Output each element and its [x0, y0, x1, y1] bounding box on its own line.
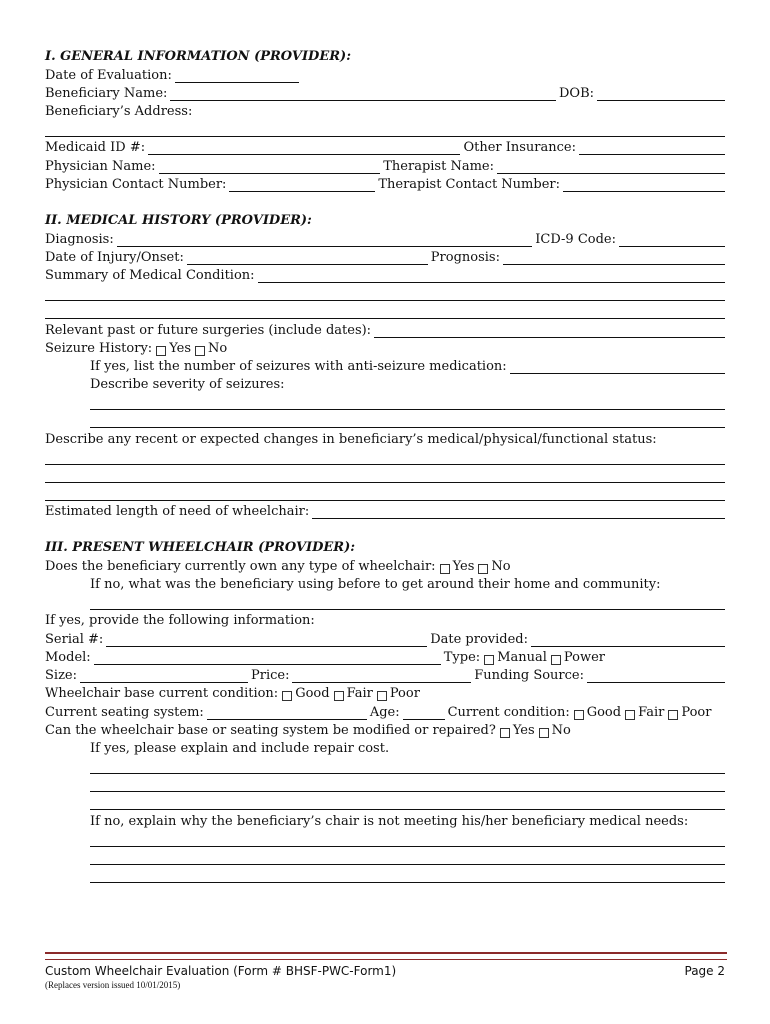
- seizure-history-row: [45, 338, 725, 356]
- physician-contact-field[interactable]: [229, 179, 375, 192]
- owns-no-checkbox[interactable]: [478, 564, 488, 574]
- surgeries-label: Relevant past or future surgeries (include dates):: [45, 322, 372, 338]
- date-of-evaluation-label: Date of Evaluation:: [45, 67, 172, 83]
- size-label: Size:: [45, 668, 77, 684]
- seizure-history-label: Seizure History:: [45, 340, 153, 356]
- if-no-using-label: If no, what was the beneficiary using before to get around their home and community:: [90, 576, 661, 592]
- price-field[interactable]: [292, 670, 471, 683]
- medicaid-id-field[interactable]: [148, 142, 460, 155]
- repair-cost-line[interactable]: [90, 774, 725, 792]
- page-number: Page 2: [684, 964, 725, 978]
- diagnosis-label: Diagnosis:: [45, 231, 114, 247]
- manual-label: Manual: [497, 649, 547, 665]
- summary-row: [45, 265, 725, 283]
- seating-poor-label: Poor: [681, 704, 712, 720]
- not-meeting-line[interactable]: [90, 829, 725, 847]
- price-label: Price:: [251, 668, 290, 684]
- modify-yes-checkbox[interactable]: [500, 728, 510, 738]
- seizure-yes-checkbox[interactable]: [156, 346, 166, 356]
- if-yes-info-label: If yes, provide the following information:: [45, 613, 315, 629]
- medicaid-row: [45, 137, 725, 155]
- recent-changes-line[interactable]: [45, 465, 725, 483]
- repair-cost-label: If yes, please explain and include repair cost.: [90, 741, 390, 757]
- base-poor-label: Poor: [389, 686, 420, 702]
- recent-changes-label: Describe any recent or expected changes in beneficiary’s medical/physical/functional status:: [45, 431, 657, 447]
- section-title: III. PRESENT WHEELCHAIR (PROVIDER):: [45, 540, 356, 556]
- summary-field[interactable]: [258, 270, 725, 283]
- summary-label: Summary of Medical Condition:: [45, 268, 255, 284]
- seating-system-field[interactable]: [207, 707, 367, 720]
- age-field[interactable]: [403, 707, 445, 720]
- surgeries-row: [45, 319, 725, 337]
- recent-changes-line[interactable]: [45, 447, 725, 465]
- current-condition-label: Current condition:: [447, 704, 570, 720]
- age-label: Age:: [369, 704, 400, 720]
- model-field[interactable]: [94, 652, 441, 665]
- owns-wheelchair-label: Does the beneficiary currently own any type of wheelchair:: [45, 558, 436, 574]
- not-meeting-line[interactable]: [90, 865, 725, 883]
- size-row: [45, 665, 725, 683]
- modify-yes-label: Yes: [512, 723, 535, 739]
- not-meeting-row: [45, 810, 725, 828]
- owns-yes-checkbox[interactable]: [440, 564, 450, 574]
- icd9-field[interactable]: [619, 234, 725, 247]
- base-fair-checkbox[interactable]: [334, 691, 344, 701]
- repair-cost-row: [45, 738, 725, 756]
- length-of-need-row: [45, 501, 725, 519]
- serial-label: Serial #:: [45, 631, 104, 647]
- seizure-count-field[interactable]: [510, 361, 725, 374]
- model-label: Model:: [45, 649, 91, 665]
- type-label: Type:: [443, 649, 481, 665]
- manual-checkbox[interactable]: [484, 655, 494, 665]
- date-of-evaluation-field[interactable]: [175, 70, 299, 83]
- beneficiary-name-label: Beneficiary Name:: [45, 85, 168, 101]
- footer-form-name: Custom Wheelchair Evaluation (Form # BHSF-PWC-Form1): [45, 964, 397, 978]
- date-of-injury-field[interactable]: [187, 252, 428, 265]
- dob-label: DOB:: [558, 85, 594, 101]
- physician-name-label: Physician Name:: [45, 158, 156, 174]
- dob-field[interactable]: [597, 88, 725, 101]
- diagnosis-field[interactable]: [117, 234, 533, 247]
- beneficiary-address-row: [45, 101, 725, 119]
- size-field[interactable]: [80, 670, 248, 683]
- summary-line[interactable]: [45, 301, 725, 319]
- injury-row: [45, 247, 725, 265]
- surgeries-field[interactable]: [374, 325, 725, 338]
- summary-line[interactable]: [45, 283, 725, 301]
- beneficiary-address-field[interactable]: [45, 119, 725, 137]
- base-poor-checkbox[interactable]: [377, 691, 387, 701]
- section1-title-row: [45, 46, 725, 64]
- physician-name-field[interactable]: [159, 161, 381, 174]
- therapist-contact-label: Therapist Contact Number:: [378, 177, 560, 193]
- footer-replaces-note: (Replaces version issued 10/01/2015): [45, 980, 181, 990]
- modify-label: Can the wheelchair base or seating system be modified or repaired?: [45, 723, 496, 739]
- diagnosis-row: [45, 228, 725, 246]
- power-checkbox[interactable]: [551, 655, 561, 665]
- prognosis-field[interactable]: [503, 252, 725, 265]
- owns-wheelchair-row: [45, 555, 725, 573]
- form-page: [45, 46, 725, 883]
- base-fair-label: Fair: [346, 686, 373, 702]
- therapist-contact-field[interactable]: [563, 179, 725, 192]
- therapist-name-field[interactable]: [497, 161, 725, 174]
- owns-yes-label: Yes: [452, 558, 475, 574]
- length-of-need-field[interactable]: [312, 506, 725, 519]
- footer-divider: [45, 952, 727, 960]
- physician-row: [45, 155, 725, 173]
- serial-row: [45, 628, 725, 646]
- funding-source-field[interactable]: [587, 670, 725, 683]
- section3-title-row: [45, 537, 725, 555]
- beneficiary-name-row: [45, 83, 725, 101]
- seizure-no-checkbox[interactable]: [195, 346, 205, 356]
- section2-title-row: [45, 210, 725, 228]
- if-yes-info-row: [45, 610, 725, 628]
- beneficiary-address-label: Beneficiary’s Address:: [45, 104, 193, 120]
- section-title: II. MEDICAL HISTORY (PROVIDER):: [45, 213, 312, 229]
- date-provided-field[interactable]: [531, 634, 725, 647]
- other-insurance-label: Other Insurance:: [463, 140, 576, 156]
- modify-no-checkbox[interactable]: [539, 728, 549, 738]
- icd9-label: ICD-9 Code:: [535, 231, 616, 247]
- base-condition-row: [45, 683, 725, 701]
- if-no-using-row: [45, 574, 725, 592]
- length-of-need-label: Estimated length of need of wheelchair:: [45, 504, 310, 520]
- therapist-name-label: Therapist Name:: [383, 158, 494, 174]
- seating-good-checkbox[interactable]: [574, 710, 584, 720]
- seating-fair-label: Fair: [638, 704, 665, 720]
- seizure-severity-row: [45, 374, 725, 392]
- date-provided-label: Date provided:: [430, 631, 528, 647]
- base-good-checkbox[interactable]: [282, 691, 292, 701]
- owns-no-label: No: [491, 558, 511, 574]
- seizure-count-label: If yes, list the number of seizures with anti-seizure medication:: [90, 359, 507, 375]
- base-good-label: Good: [295, 686, 330, 702]
- seizure-count-row: [45, 356, 725, 374]
- physician-contact-label: Physician Contact Number:: [45, 177, 227, 193]
- base-condition-label: Wheelchair base current condition:: [45, 686, 279, 702]
- seizure-severity-label: Describe severity of seizures:: [90, 377, 285, 393]
- modify-row: [45, 720, 725, 738]
- seating-good-label: Good: [586, 704, 622, 720]
- seizure-severity-line[interactable]: [90, 410, 725, 428]
- repair-cost-line[interactable]: [90, 756, 725, 774]
- modify-no-label: No: [551, 723, 571, 739]
- seizure-yes-label: Yes: [169, 340, 192, 356]
- seating-system-row: [45, 701, 725, 719]
- recent-changes-line[interactable]: [45, 483, 725, 501]
- model-row: [45, 647, 725, 665]
- seating-system-label: Current seating system:: [45, 704, 204, 720]
- date-of-injury-label: Date of Injury/Onset:: [45, 249, 184, 265]
- if-no-using-line[interactable]: [90, 592, 725, 610]
- seating-fair-checkbox[interactable]: [625, 710, 635, 720]
- seating-poor-checkbox[interactable]: [668, 710, 678, 720]
- not-meeting-label: If no, explain why the beneficiary’s chair is not meeting his/her beneficiary medical needs:: [90, 813, 689, 829]
- medicaid-id-label: Medicaid ID #:: [45, 140, 146, 156]
- beneficiary-name-field[interactable]: [170, 88, 556, 101]
- other-insurance-field[interactable]: [579, 142, 725, 155]
- seizure-no-label: No: [208, 340, 228, 356]
- funding-source-label: Funding Source:: [474, 668, 584, 684]
- contact-row: [45, 174, 725, 192]
- repair-cost-line[interactable]: [90, 792, 725, 810]
- not-meeting-line[interactable]: [90, 847, 725, 865]
- prognosis-label: Prognosis:: [430, 249, 500, 265]
- serial-field[interactable]: [106, 634, 427, 647]
- section-title: I. GENERAL INFORMATION (PROVIDER):: [45, 49, 351, 65]
- power-label: Power: [563, 649, 605, 665]
- recent-changes-row: [45, 428, 725, 446]
- date-of-evaluation-row: [45, 64, 725, 82]
- seizure-severity-line[interactable]: [90, 392, 725, 410]
